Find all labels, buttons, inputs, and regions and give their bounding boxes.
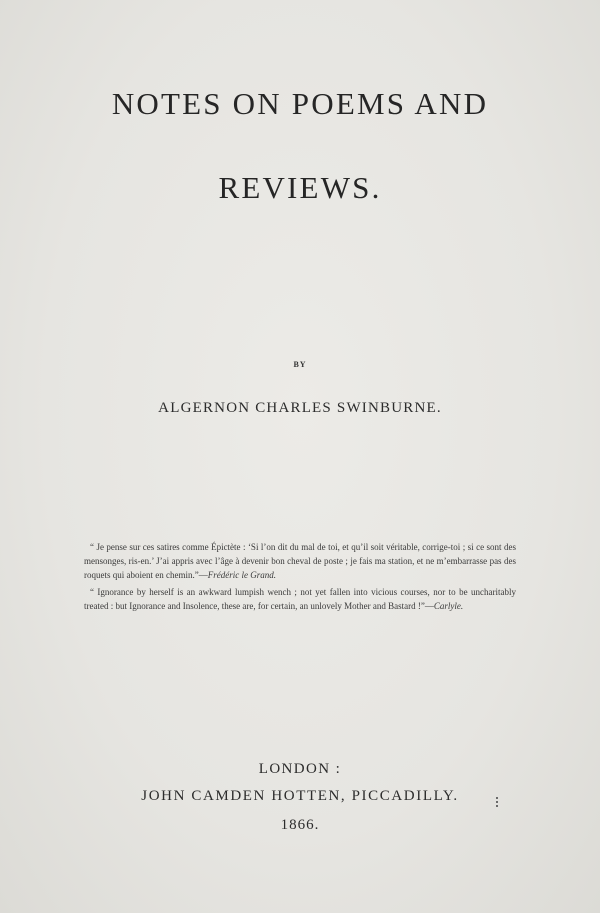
epigraph-2	[84, 585, 516, 613]
imprint-publisher: JOHN CAMDEN HOTTEN, PICCADILLY.	[141, 788, 459, 804]
imprint-year: 1866.	[280, 817, 320, 833]
epigraph-1-attribution: Frédéric le Grand.	[207, 570, 276, 580]
byline: BY	[293, 360, 307, 369]
paper-blemish	[496, 797, 501, 807]
epigraph-2-attribution: Carlyle.	[433, 601, 464, 611]
epigraph-1	[84, 540, 516, 582]
title-line-1: NOTES ON POEMS AND	[111, 86, 489, 121]
imprint-city: LONDON :	[258, 761, 342, 777]
title-line-2: REVIEWS.	[218, 170, 382, 205]
epigraph-2-text: “ Ignorance by herself is an awkward lumpish wench ; not yet fallen into vicious courses, nor to be uncharitably treated : but Ignorance and Insolence, these are, for certain, an unlovely Mother and Bastard !”—	[84, 587, 516, 611]
epigraph-1-text: “ Je pense sur ces satires comme Épictète : ‘Si l’on dit du mal de toi, et qu’il soit véritable, corrige-toi ; si ce sont des mensonges, ris-en.’ J’ai appris avec l’âge à devenir bon cheval de poste ; je fais ma station, et ne m’embarrasse pas des roquets qui aboient en chemin.”—	[84, 542, 516, 580]
epigraphs	[84, 540, 516, 616]
author-name: ALGERNON CHARLES SWINBURNE.	[158, 400, 442, 416]
